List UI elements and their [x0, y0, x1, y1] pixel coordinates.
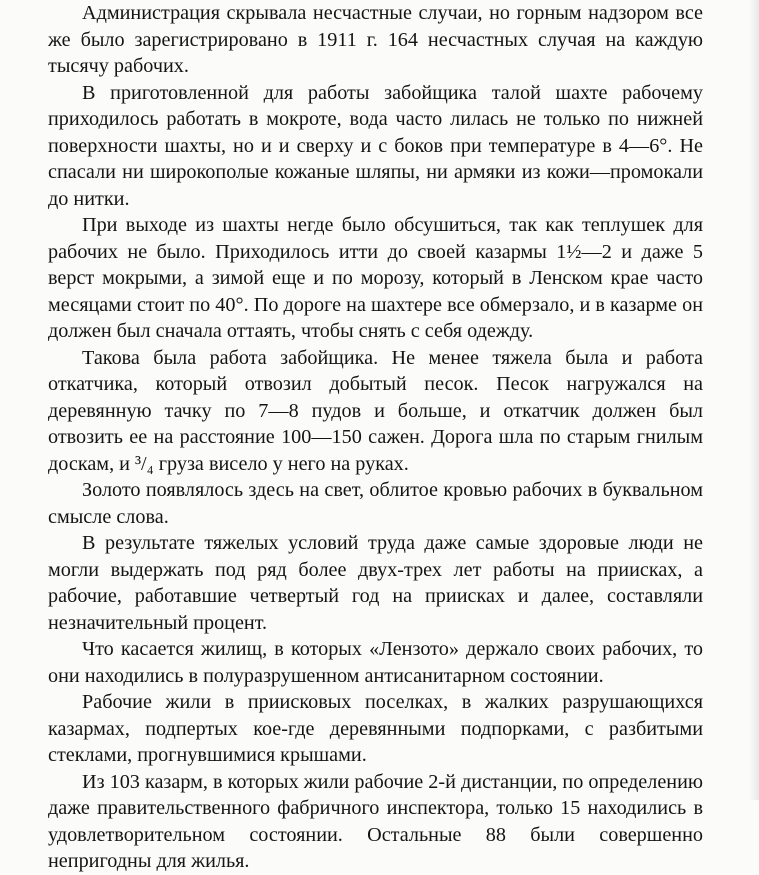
paragraph-housing: Что касается жилищ, в которых «Лензото» держало своих рабочих, то они находились в полуразрушенном антисанитарном состоянии.	[48, 638, 703, 687]
paragraph-inspection: Из 103 казарм, в которых жили рабочие 2-й дистанции, по определению даже правительственного фабричного инспектора, только 15 находились в удовлетворительном состоянии. Остальные 88 были совершенно непригодны для жилья.	[48, 770, 703, 872]
page-edge-shadow	[749, 0, 759, 800]
paragraph-gold-blood: Золото появлялось здесь на свет, облитое кровью рабочих в буквальном смысле слова.	[48, 479, 703, 528]
paragraph-accident-stats: Администрация скрывала несчастные случаи, но горным надзором все же было зарегистрировано в 1911 г. 164 несчастных случая на каждую тысячу рабочих.	[48, 2, 703, 77]
paragraph-worker-health: В результате тяжелых условий труда даже самые здоровые люди не могли выдержать под ряд более двух-трех лет работы на приисках, а рабочие, работавшие четвертый год на приисках и далее, составляли незначительный процент.	[48, 532, 703, 634]
paragraph-hauler-work: Такова была работа забойщика. Не менее тяжела была и работа откатчика, который отвозил добытый песок. Песок нагружался на деревянную тачку по 7—8 пудов и больше, и откатчик должен был отвозить ее на расстояние 100—150 сажен. Дорога шла по старым гнилым доскам, и ³/₄ груза висело у него на руках.	[48, 346, 703, 475]
paragraph-no-drying: При выходе из шахты негде было обсушиться, так как теплушек для рабочих не было. Приходилось итти до своей казармы 1½—2 и даже 5 верст мокрыми, а зимой еще и по морозу, который в Ленском крае часто месяцами стоит по 40°. По дороге на шахтере все обмерзало, и в казарме он должен был сначала оттаять, чтобы снять с себя одежду.	[48, 214, 703, 342]
paragraph-miner-conditions: В приготовленной для работы забойщика талой шахте рабочему приходилось работать в мокроте, вода часто лилась не только по нижней поверхности шахты, но и и сверху и с боков при температуре в 4—6°. Не спасали ни широкополые кожаные шляпы, ни армяки из кожи—промокали до нитки.	[48, 81, 703, 210]
paragraph-barracks: Рабочие жили в приисковых поселках, в жалких разрушающихся казармах, подпертых кое-где деревянными подпорками, с разбитыми стеклами, прогнувшимися крышами.	[48, 691, 703, 766]
